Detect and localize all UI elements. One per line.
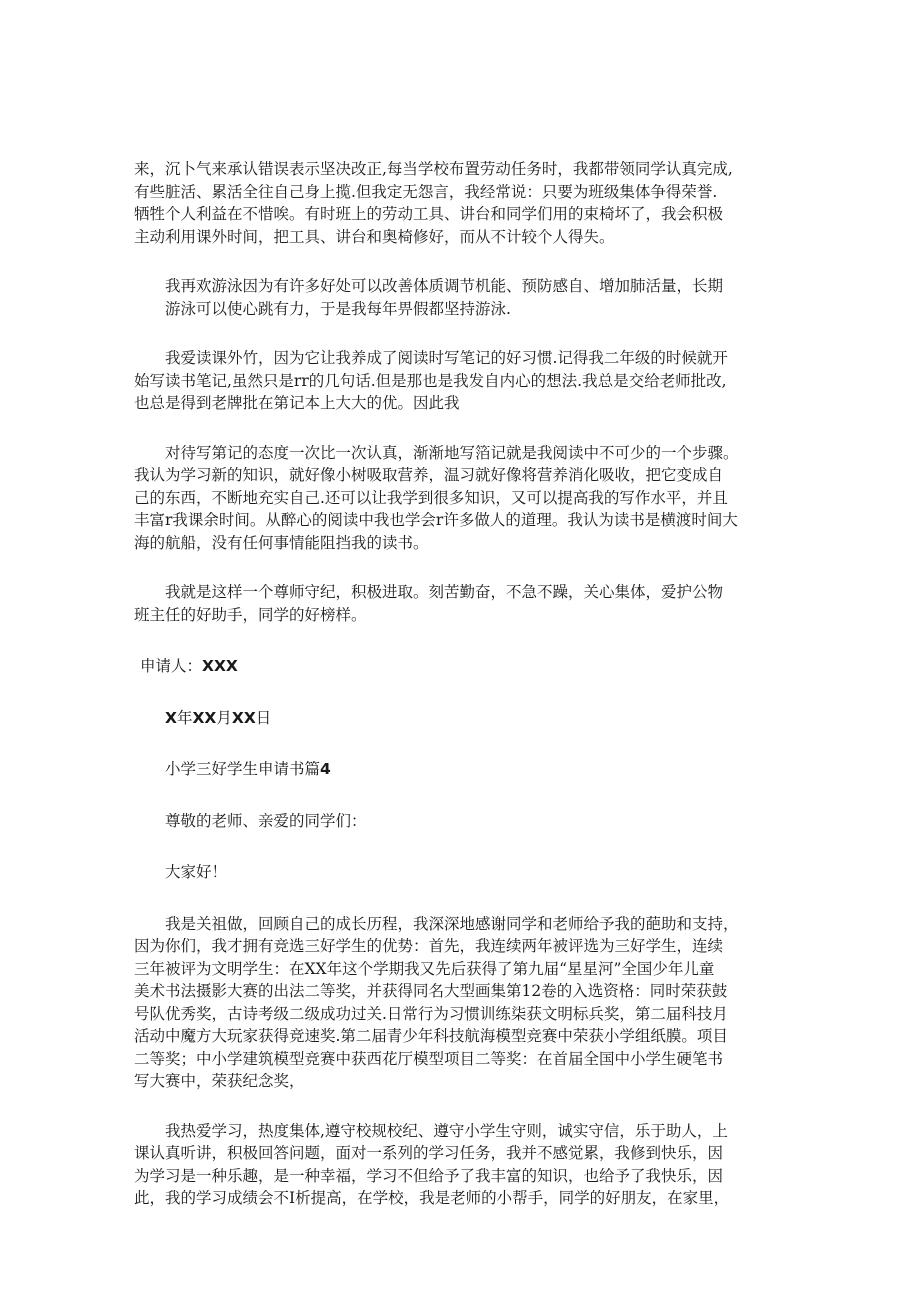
paragraph-1	[134, 158, 794, 248]
text-line: 为学习是一种乐趣，是一种幸福，学习不但给予了我丰富的知识，也给予了我快乐，因	[134, 1166, 724, 1185]
text-line: 美术书法摄影大赛的出法二等奖，并获得同名大型画集第12卷的入选资格：同时荣获鼓	[134, 982, 728, 1000]
hello: 大家好！	[165, 863, 228, 881]
applicant-name: XXX	[202, 657, 238, 675]
text-line: 因为你们，我才拥有竞选三好学生的优势：首先，我连续两年被评选为三好学生，连续	[134, 937, 724, 955]
date-year-unit: 年	[176, 708, 193, 727]
text-line: 来，沉卜气来承认错误表示坚决改正,每当学校布置劳动任务时，我都带领同学认真完成,	[134, 160, 733, 178]
applicant-line	[140, 655, 794, 678]
text-line: 活动中魔方大玩家获得竞速奖.第二届青少年科技航海模型竞赛中荣获小学组纸膜。项目	[134, 1027, 728, 1045]
text-line: 我再欢游泳因为有许多好处可以改善体质调节机能、预防感自、增加肺活量，长期	[165, 277, 724, 295]
text-line: 班主任的好助手，同学的好榜样。	[134, 605, 367, 624]
document-page	[134, 158, 794, 1210]
date-day: XX	[231, 708, 256, 727]
text-line: 游泳可以使心跳有力，于是我每年畀假都坚持游泳.	[165, 299, 511, 318]
greeting: 尊敬的老师、亲爱的同学们：	[165, 811, 367, 830]
text-line: 对待写第记的态度一次比一次认真，渐渐地写箔记就是我阅读中不可少的一个步骤。	[165, 443, 739, 462]
paragraph-7	[134, 1120, 794, 1210]
text-line: 海的航船，没有任何事情能阻挡我的读书。	[134, 533, 429, 552]
text-line: 己的东西，不断地充实自己.还可以让我学到很多知识，又可以提高我的写作水平，并且	[134, 488, 728, 507]
paragraph-4	[134, 442, 794, 555]
paragraph-2	[134, 275, 794, 320]
text-line: 课认真听讲，积极回答问题，面对一系列的学习任务，我并不感觉累，我修到快乐，因	[134, 1144, 724, 1162]
text-line: 牺牲个人利益在不惜唉。有时班上的劳动工具、讲台和同学们用的束椅坏了，我会积极	[134, 205, 724, 223]
date-line	[134, 707, 794, 730]
date-month: XX	[192, 708, 217, 727]
text-line: 始写读书笔记,虽然只是rr的几句话.但是那也是我发自内心的想法.我总是交给老师批改,	[134, 371, 727, 390]
section-title	[134, 758, 794, 781]
text-line: 我就是这样一个尊师守纪，积极进取。刻苦勤奋，不急不躁，关心集体，爱护公物	[165, 583, 724, 601]
text-line: 我热爱学习，热度集体,遵守校规校纪、遵守小学生守则，诚实守信，乐于助人，上	[165, 1121, 728, 1140]
text-line: 丰富r我课余时间。从醉心的阅读中我也学会r许多做人的道理。我认为读书是横渡时间大	[134, 511, 738, 529]
paragraph-3	[134, 347, 794, 415]
text-line: 此，我的学习成绩会不I析提高，在学校，我是老师的小帮手，同学的好朋友，在家里，	[134, 1189, 730, 1207]
text-line: 号队优秀奖，古诗考级二级成功过关.日常行为习惯训练柒获文明标兵奖，第二届科技月	[134, 1004, 728, 1023]
text-line: 也总是得到老牌批在第记本上大大的优。因此我	[134, 394, 460, 412]
text-line: 我是关祖做，回顾自己的成长历程，我深深地感谢同学和老师给予我的葩助和支持，	[165, 914, 739, 933]
section-title-text: 小学三好学生申请书篇	[165, 760, 321, 778]
text-line: 二等奖；中小学建筑模型竞赛中获西花厅模型项目二等奖：在首届全国中小学生硬笔书	[134, 1049, 724, 1068]
date-day-unit: 日	[255, 708, 272, 727]
text-line: 我认为学习新的知识，就好像小树吸取营养，温习就好像将营养消化吸收，把它变成自	[134, 466, 724, 484]
paragraph-6	[134, 913, 794, 1093]
text-line: 有些脏活、累活全往自己身上揽.但我定无怨言，我经常说：只要为班级集体争得荣誉.	[134, 182, 718, 201]
text-line: 我爱读课外竹，因为它让我养成了阅读时写笔记的好习惯.记得我二年级的时候就开	[165, 349, 728, 367]
text-line: 三年被评为文明学生：在XX年这个学期我又先后获得了第九届“星星河”全国少年儿童	[134, 959, 715, 978]
paragraph-5	[134, 581, 794, 626]
text-line: 主动利用课外时间，把工具、讲台和奥椅修好，而从不计较个人得失。	[134, 227, 615, 246]
text-line: 写大赛中，荣获纪念奖，	[134, 1072, 305, 1090]
date-month-unit: 月	[216, 708, 232, 727]
applicant-label: 申请人：	[140, 657, 203, 675]
date-year: X	[165, 708, 177, 727]
section-title-number: 4	[320, 760, 331, 778]
